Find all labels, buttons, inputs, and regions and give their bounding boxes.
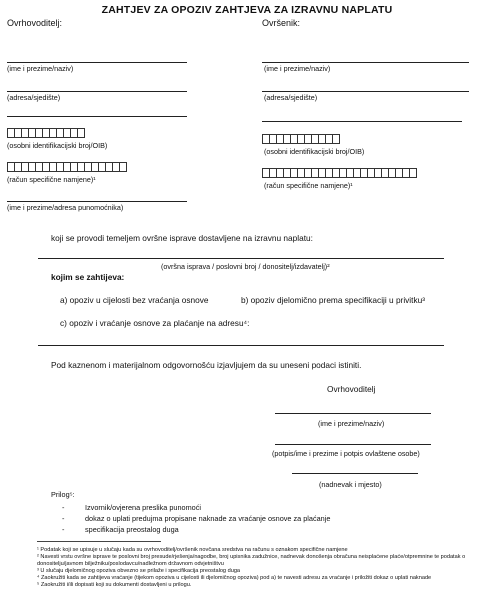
- attachment-item: specifikacija preostalog duga: [85, 525, 179, 534]
- creditor-extra-line[interactable]: [7, 116, 187, 117]
- creditor-address-label: (adresa/sjedište): [7, 93, 61, 102]
- debtor-heading: Ovršenik:: [262, 18, 301, 28]
- option-a[interactable]: a) opoziv u cijelosti bez vraćanja osnove: [60, 295, 209, 305]
- attachment-item: Izvornik/ovjerena preslika punomoći: [85, 503, 201, 512]
- debtor-address-label: (adresa/sjedište): [264, 93, 318, 102]
- creditor-oib-boxes[interactable]: [7, 128, 84, 138]
- attachments-heading: Prilog⁵:: [51, 490, 75, 499]
- footnote-separator: [37, 541, 161, 542]
- debtor-extra-line[interactable]: [262, 121, 462, 122]
- attachment-bullet: -: [62, 503, 65, 512]
- attachment-item: dokaz o uplati predujma propisane naknade za vraćanje osnove za plaćanje: [85, 514, 331, 523]
- creditor-account-boxes[interactable]: [7, 162, 126, 172]
- enforcement-document-label: (ovršna isprava / poslovni broj / donositelj/izdavatelj)²: [161, 262, 330, 271]
- representative-line[interactable]: [7, 201, 187, 202]
- footnote: ³ U slučaju djelomičnog opoziva obvezno se prilaže i specifikacija preostalog duga: [37, 567, 241, 574]
- creditor-name-line[interactable]: [7, 62, 187, 63]
- footnotes: [37, 547, 487, 588]
- debtor-account-boxes[interactable]: [262, 168, 416, 178]
- signature-date-line[interactable]: [292, 473, 418, 474]
- representative-label: (ime i prezime/adresa punomoćnika): [7, 203, 124, 212]
- footnote: ⁴ Zaokružiti kada se zahtijeva vraćanje (tijekom opoziva u cijelosti ili djelomičnog opoziva) pod a) te navesti adresu za vraćanje i priložiti dokaz o uplati naknade: [37, 574, 432, 581]
- debtor-account-label: (račun specifične namjene)¹: [264, 181, 353, 190]
- signature-heading: Ovrhovoditelj: [327, 384, 376, 394]
- footnote: ² Navesti vrstu ovršne isprave te poslovni broj presude/rješenja/nagodbe, broj upisnika zadužnice, nadnevak donošenja obračuna neisplaćene plaće/otpremnine te podatak o donositelju/javnom bilježniku/poslodavcu/nadležnom državnom odvjetništvu: [37, 553, 466, 567]
- form-title: ZAHTJEV ZA OPOZIV ZAHTJEVA ZA IZRAVNU NAPLATU: [101, 4, 393, 16]
- attachment-bullet: -: [62, 514, 65, 523]
- creditor-heading: Ovrhovoditelj:: [7, 18, 63, 28]
- option-b[interactable]: b) opoziv djelomično prema specifikaciji u privitku³: [241, 295, 425, 305]
- option-c[interactable]: c) opoziv i vraćanje osnove za plaćanje na adresu⁴:: [60, 318, 250, 328]
- signature-name-label: (ime i prezime/naziv): [318, 419, 385, 428]
- signature-date-label: (nadnevak i mjesto): [319, 480, 382, 489]
- debtor-oib-label: (osobni identifikacijski broj/OIB): [264, 147, 365, 156]
- signature-sign-line[interactable]: [275, 444, 431, 445]
- debtor-oib-boxes[interactable]: [262, 134, 339, 144]
- footnote: ⁵ Zaokružiti i/ili dopisati koji su dokumenti dostavljeni u prilogu.: [37, 581, 192, 588]
- creditor-name-label: (ime i prezime/naziv): [7, 64, 74, 73]
- enforcement-sentence: koji se provodi temeljem ovršne isprave dostavljene na izravnu naplatu:: [51, 233, 313, 243]
- footnote: ¹ Podatak koji se upisuje u slučaju kada su ovrhovoditelj/ovršenik novčana sredstva na računu s oznakom specifične namjene: [37, 547, 348, 553]
- signature-name-line[interactable]: [275, 413, 431, 414]
- request-heading: kojim se zahtijeva:: [51, 272, 125, 282]
- debtor-address-line[interactable]: [262, 91, 469, 92]
- creditor-address-line[interactable]: [7, 91, 187, 92]
- declaration-text: Pod kaznenom i materijalnom odgovornošću izjavljujem da su uneseni podaci istiniti.: [51, 360, 362, 370]
- enforcement-document-line[interactable]: [38, 258, 444, 259]
- creditor-oib-label: (osobni identifikacijski broj/OIB): [7, 141, 108, 150]
- creditor-account-label: (račun specifične namjene)¹: [7, 175, 96, 184]
- signature-sign-label: (potpis/ime i prezime i potpis ovlaštene osobe): [272, 449, 420, 458]
- attachment-bullet: -: [62, 525, 65, 534]
- return-address-line[interactable]: [38, 345, 444, 346]
- debtor-name-label: (ime i prezime/naziv): [264, 64, 331, 73]
- debtor-name-line[interactable]: [262, 62, 469, 63]
